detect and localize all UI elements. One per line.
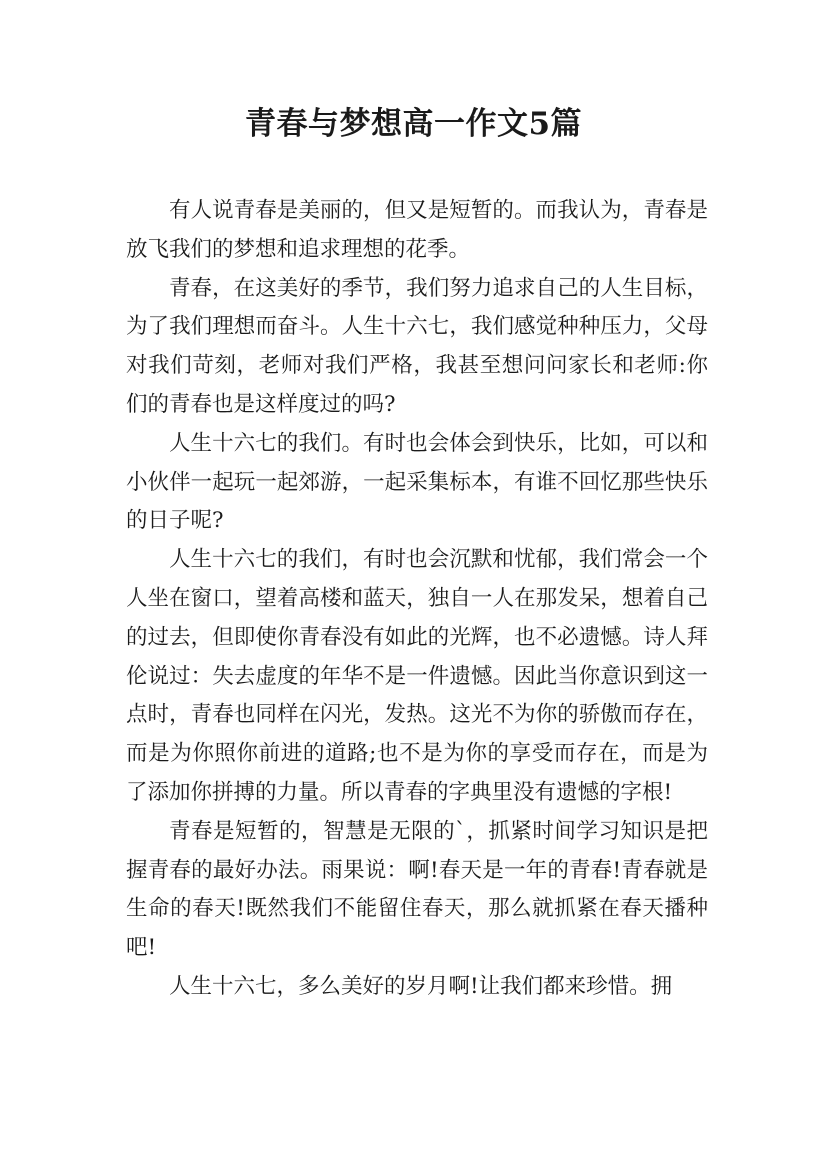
paragraph: 青春是短暂的，智慧是无限的`，抓紧时间学习知识是把握青春的最好办法。雨果说：啊!春天是一年的青春!青春就是生命的春天!既然我们不能留住春天，那么就抓紧在春天播种吧! bbox=[126, 818, 708, 961]
paragraph: 有人说青春是美丽的，但又是短暂的。而我认为，青春是放飞我们的梦想和追求理想的花季。 bbox=[126, 198, 708, 262]
paragraph: 人生十六七，多么美好的岁月啊!让我们都来珍惜。拥 bbox=[169, 973, 673, 999]
paragraph: 人生十六七的我们。有时也会体会到快乐，比如，可以和小伙伴一起玩一起郊游，一起采集标本，有谁不回忆那些快乐的日子呢? bbox=[126, 430, 708, 534]
document-body bbox=[126, 192, 708, 1007]
document-title: 青春与梦想高一作文5篇 bbox=[244, 106, 583, 142]
paragraph: 青春，在这美好的季节，我们努力追求自己的人生目标，为了我们理想而奋斗。人生十六七，我们感觉种种压力，父母对我们苛刻，老师对我们严格，我甚至想问问家长和老师:你们的青春也是这样度过的吗? bbox=[126, 275, 708, 417]
paragraph: 人生十六七的我们，有时也会沉默和忧郁，我们常会一个人坐在窗口，望着高楼和蓝天，独自一人在那发呆，想着自己的过去，但即使你青春没有如此的光辉，也不必遗憾。诗人拜伦说过：失去虚度的年华不是一件遗憾。因此当你意识到这一点时，青春也同样在闪光，发热。这光不为你的骄傲而存在，而是为你照你前进的道路;也不是为你的享受而存在，而是为了添加你拼搏的力量。所以青春的字典里没有遗憾的字根! bbox=[126, 547, 708, 805]
